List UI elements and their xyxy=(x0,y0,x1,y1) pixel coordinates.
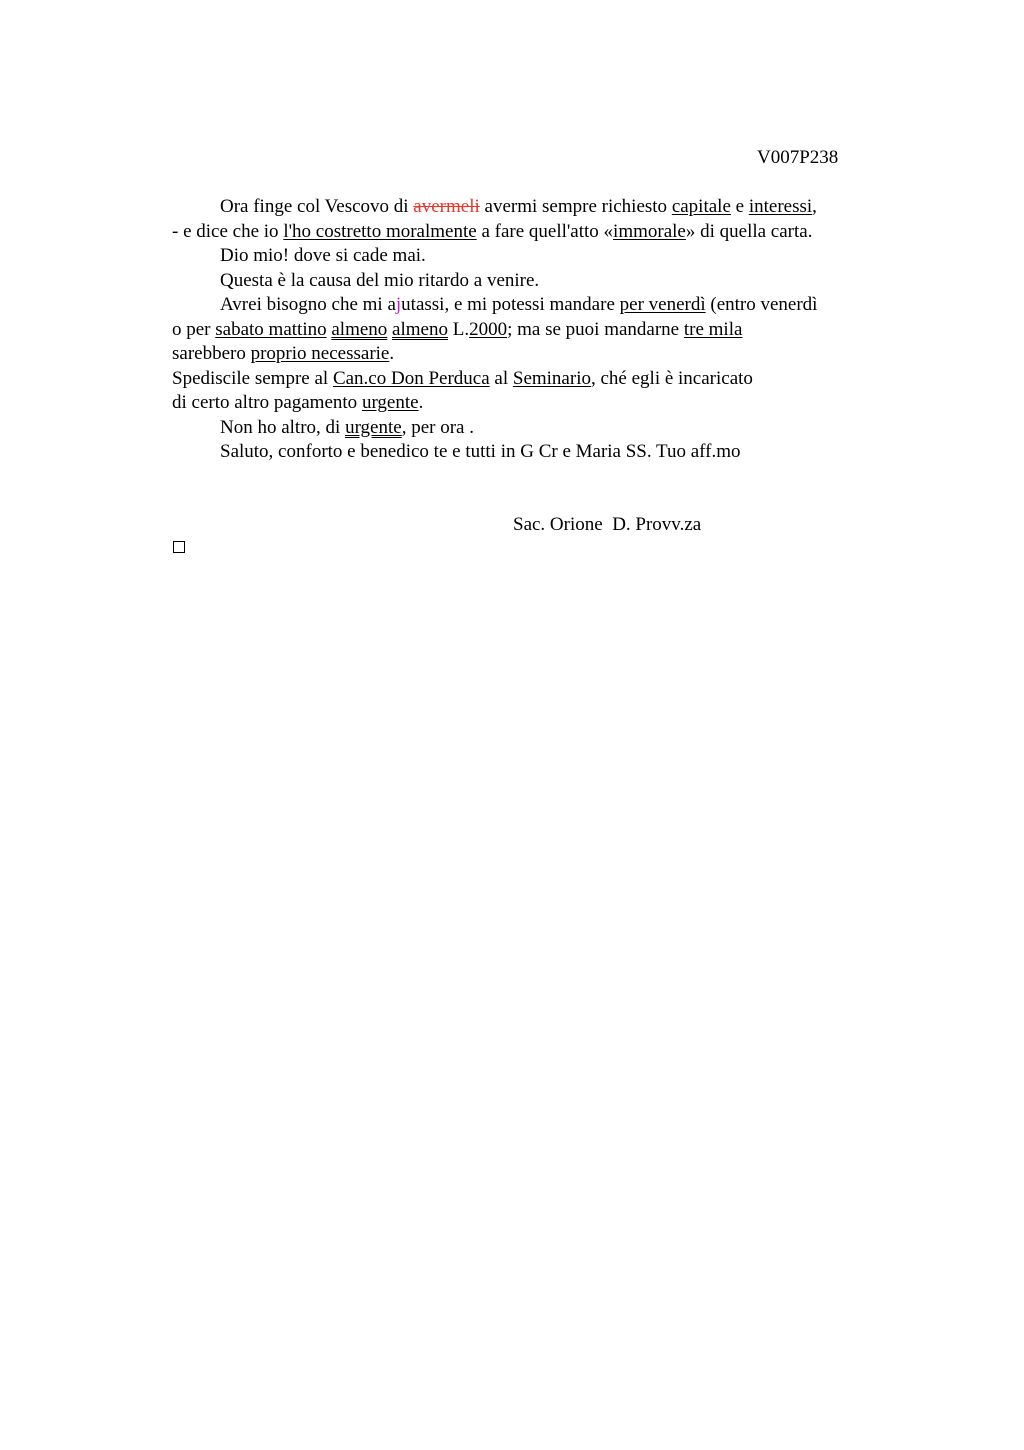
underlined-phrase: per venerdì xyxy=(619,294,706,315)
underlined-phrase: proprio necessarie xyxy=(250,343,390,364)
letter-line-5 xyxy=(172,293,892,318)
text-span: . xyxy=(389,343,395,364)
signature: Sac. Orione D. Provv.za xyxy=(513,514,702,535)
corrected-letter: j xyxy=(395,294,402,315)
underlined-amount: 2000 xyxy=(469,318,508,340)
struck-word: avermeli xyxy=(413,196,480,217)
document-id: V007P238 xyxy=(757,147,839,168)
underlined-phrase: l'ho costretto moralmente xyxy=(283,220,477,242)
text-span: Spediscile sempre al xyxy=(172,367,333,389)
text-span: Avrei bisogno che mi a xyxy=(220,294,396,315)
letter-line-10 xyxy=(172,416,892,441)
text-span: avermi sempre richiesto xyxy=(479,196,672,217)
text-span: utassi, e mi potessi mandare xyxy=(401,294,620,315)
underlined-word: immorale xyxy=(613,220,686,242)
double-underlined-word: urgente xyxy=(345,416,402,438)
underlined-word: Seminario xyxy=(512,367,591,389)
letter-body xyxy=(172,195,892,465)
text-span: , xyxy=(812,196,817,217)
underlined-phrase: Can.co Don Perduca xyxy=(332,367,490,389)
letter-line-11: Saluto, conforto e benedico te e tutti in G Cr e Maria SS. Tuo aff.mo xyxy=(220,441,741,462)
text-span: di certo altro pagamento xyxy=(172,392,362,413)
letter-line-6 xyxy=(172,318,892,343)
underlined-word: capitale xyxy=(671,196,731,217)
letter-line-2 xyxy=(172,220,892,245)
text-span: e xyxy=(730,196,749,217)
underlined-phrase: sabato mattino xyxy=(215,318,327,340)
letter-line-9 xyxy=(172,391,892,416)
text-span: ; ma se puoi mandarne xyxy=(507,318,684,340)
letter-line-1 xyxy=(172,195,892,220)
text-span: - e dice che io xyxy=(172,220,284,242)
text-span: (entro venerdì xyxy=(705,294,818,315)
text-span: Non ho altro, di xyxy=(220,416,346,438)
double-underlined-word: almeno xyxy=(331,318,388,340)
letter-line-7 xyxy=(172,342,892,367)
text-span: Ora finge col Vescovo di xyxy=(220,196,414,217)
underlined-word: interessi xyxy=(748,196,813,217)
text-span: a fare quell'atto « xyxy=(476,220,614,242)
text-span: sarebbero xyxy=(172,343,251,364)
text-span: al xyxy=(489,367,513,389)
text-span: » di quella carta. xyxy=(685,220,813,242)
underlined-phrase: tre mila xyxy=(683,318,743,340)
text-span: o per xyxy=(172,318,216,340)
letter-line-8 xyxy=(172,367,892,392)
letter-line-3: Dio mio! dove si cade mai. xyxy=(220,245,426,266)
checkbox-square-icon xyxy=(173,541,185,553)
underlined-word: urgente xyxy=(361,392,419,413)
letter-line-4: Questa è la causa del mio ritardo a venire. xyxy=(220,269,540,291)
text-span: , ché egli è incaricato xyxy=(590,367,753,389)
text-span: . xyxy=(418,392,424,413)
text-span: , per ora . xyxy=(401,416,474,438)
text-span: L. xyxy=(447,318,470,340)
double-underlined-word: almeno xyxy=(392,318,448,340)
